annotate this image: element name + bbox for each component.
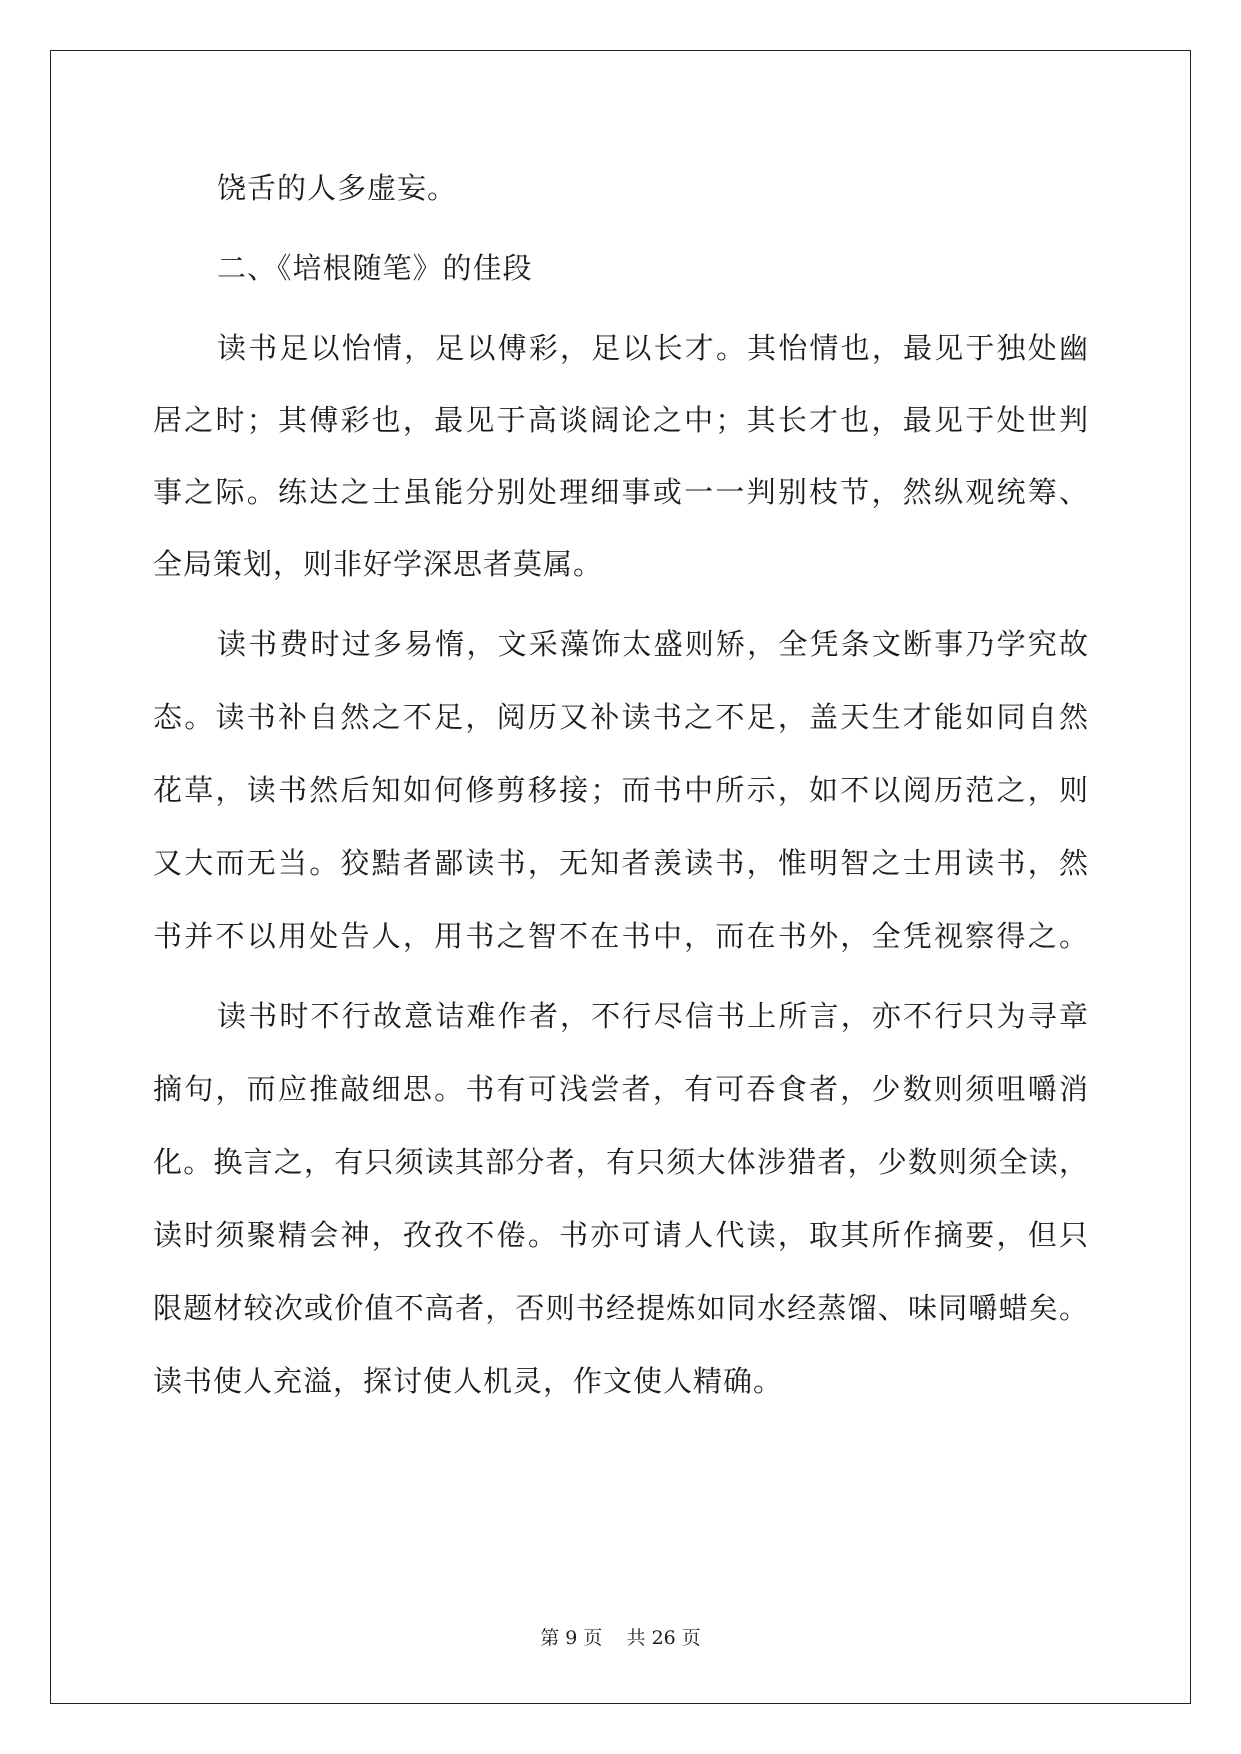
body-line: 化。换言之，有只须读其部分者，有只须大体涉猎者，少数则须全读， bbox=[153, 1145, 1088, 1179]
section-heading: 二、《培根随笔》的佳段 bbox=[217, 251, 533, 285]
body-line: 事之际。练达之士虽能分别处理细事或一一判别枝节，然纵观统筹、 bbox=[153, 475, 1088, 509]
page-footer bbox=[0, 1623, 1241, 1650]
body-line: 又大而无当。狡黠者鄙读书，无知者羡读书，惟明智之士用读书，然 bbox=[153, 846, 1088, 880]
body-line: 读书使人充溢，探讨使人机灵，作文使人精确。 bbox=[153, 1364, 784, 1398]
body-line: 读书费时过多易惰，文采藻饰太盛则矫，全凭条文断事乃学究故 bbox=[217, 627, 1088, 661]
body-line: 摘句，而应推敲细思。书有可浅尝者，有可吞食者，少数则须咀嚼消 bbox=[153, 1072, 1088, 1106]
body-line: 书并不以用处告人，用书之智不在书中，而在书外，全凭视察得之。 bbox=[153, 919, 1088, 953]
body-line: 饶舌的人多虚妄。 bbox=[217, 171, 458, 205]
body-line: 读书时不行故意诘难作者，不行尽信书上所言，亦不行只为寻章 bbox=[217, 999, 1088, 1033]
body-line: 居之时；其傅彩也，最见于高谈阔论之中；其长才也，最见于处世判 bbox=[153, 403, 1088, 437]
body-line: 态。读书补自然之不足，阅历又补读书之不足，盖天生才能如同自然 bbox=[153, 700, 1088, 734]
page-number: 第 9 页 bbox=[540, 1627, 603, 1649]
body-line: 读书足以怡情，足以傅彩，足以长才。其怡情也，最见于独处幽 bbox=[217, 331, 1088, 365]
body-line: 全局策划，则非好学深思者莫属。 bbox=[153, 547, 604, 581]
body-line: 限题材较次或价值不高者，否则书经提炼如同水经蒸馏、味同嚼蜡矣。 bbox=[153, 1291, 1088, 1325]
total-pages: 共 26 页 bbox=[626, 1627, 701, 1649]
body-line: 读时须聚精会神，孜孜不倦。书亦可请人代读，取其所作摘要，但只 bbox=[153, 1218, 1088, 1252]
body-line: 花草，读书然后知如何修剪移接；而书中所示，如不以阅历范之，则 bbox=[153, 773, 1088, 807]
